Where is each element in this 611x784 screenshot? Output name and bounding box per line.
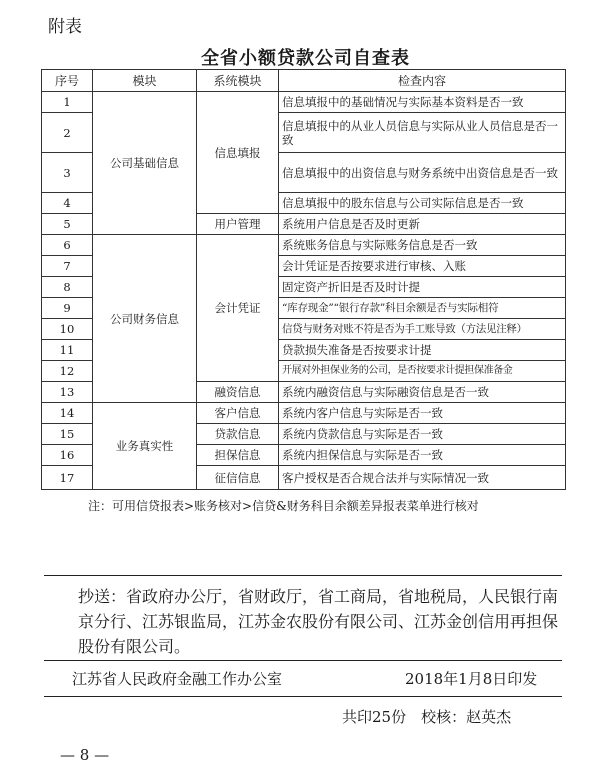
row-num: 14 (42, 403, 93, 424)
header-num: 序号 (42, 70, 93, 92)
check-content: 信息填报中的出资信息与财务系统中出资信息是否一致 (279, 153, 566, 193)
check-content: “库存现金”“银行存款”科目余额是否与实际相符 (279, 298, 566, 319)
module-cell: 公司财务信息 (93, 235, 197, 403)
submodule-cell: 担保信息 (197, 445, 279, 466)
page-number: — 8 — (60, 746, 110, 764)
submodule-cell: 融资信息 (197, 382, 279, 403)
row-num: 11 (42, 340, 93, 361)
row-num: 4 (42, 193, 93, 214)
self-check-table (41, 69, 566, 490)
divider-bottom (44, 696, 562, 697)
issue-date: 2018年1月8日印发 (405, 670, 538, 688)
check-content: 系统内担保信息与实际是否一致 (279, 445, 566, 466)
check-content: 系统内贷款信息与实际是否一致 (279, 424, 566, 445)
submodule-cell: 征信信息 (197, 466, 279, 490)
check-content: 信贷与财务对账不符是否为手工账导致（方法见注释） (279, 319, 566, 340)
table-row (42, 403, 566, 424)
cc-recipients: 省政府办公厅，省财政厅，省工商局，省地税局，人民银行南京分行、江苏银监局，江苏金农股份有限公司、江苏金创信用再担保股份有限公司。 (78, 587, 559, 656)
row-num: 15 (42, 424, 93, 445)
check-content: 信息填报中的基础情况与实际基本资料是否一致 (279, 92, 566, 113)
submodule-cell: 用户管理 (197, 214, 279, 235)
submodule-cell: 会计凭证 (197, 235, 279, 382)
row-num: 12 (42, 361, 93, 382)
check-content: 开展对外担保业务的公司，是否按要求计提担保准备金 (279, 361, 566, 382)
submodule-cell: 客户信息 (197, 403, 279, 424)
check-content: 系统账务信息与实际账务信息是否一致 (279, 235, 566, 256)
header-check-content: 检查内容 (279, 70, 566, 92)
cc-label: 抄送： (78, 587, 127, 606)
divider-middle (44, 660, 562, 661)
check-content: 信息填报中的从业人员信息与实际从业人员信息是否一致 (279, 113, 566, 153)
check-content: 系统内融资信息与实际融资信息是否一致 (279, 382, 566, 403)
row-num: 16 (42, 445, 93, 466)
row-num: 9 (42, 298, 93, 319)
row-num: 17 (42, 466, 93, 490)
table-row (42, 235, 566, 256)
page-title: 全省小额贷款公司自查表 (201, 48, 410, 69)
header-module: 模块 (93, 70, 197, 92)
module-cell: 业务真实性 (93, 403, 197, 490)
divider-top (44, 575, 562, 576)
row-num: 7 (42, 256, 93, 277)
attachment-label: 附表 (48, 17, 82, 37)
issuing-office: 江苏省人民政府金融工作办公室 (72, 670, 283, 688)
row-num: 10 (42, 319, 93, 340)
table-row (42, 92, 566, 113)
table-note: 注：可用信贷报表>账务核对>信贷&财务科目余额差异报表菜单进行核对 (88, 499, 479, 513)
check-content: 会计凭证是否按要求进行审核、入账 (279, 256, 566, 277)
header-system-module: 系统模块 (197, 70, 279, 92)
row-num: 2 (42, 113, 93, 153)
row-num: 3 (42, 153, 93, 193)
table-header-row (42, 70, 566, 92)
check-content: 客户授权是否合规合法并与实际情况一致 (279, 466, 566, 490)
check-content: 系统内客户信息与实际是否一致 (279, 403, 566, 424)
module-cell: 公司基础信息 (93, 92, 197, 235)
check-content: 固定资产折旧是否及时计提 (279, 277, 566, 298)
submodule-cell: 贷款信息 (197, 424, 279, 445)
print-info: 共印25份 校核：赵英杰 (342, 708, 512, 726)
row-num: 5 (42, 214, 93, 235)
row-num: 6 (42, 235, 93, 256)
check-content: 贷款损失准备是否按要求计提 (279, 340, 566, 361)
row-num: 13 (42, 382, 93, 403)
row-num: 1 (42, 92, 93, 113)
check-content: 系统用户信息是否及时更新 (279, 214, 566, 235)
submodule-cell: 信息填报 (197, 92, 279, 214)
check-content: 信息填报中的股东信息与公司实际信息是否一致 (279, 193, 566, 214)
row-num: 8 (42, 277, 93, 298)
cc-block (78, 584, 562, 659)
